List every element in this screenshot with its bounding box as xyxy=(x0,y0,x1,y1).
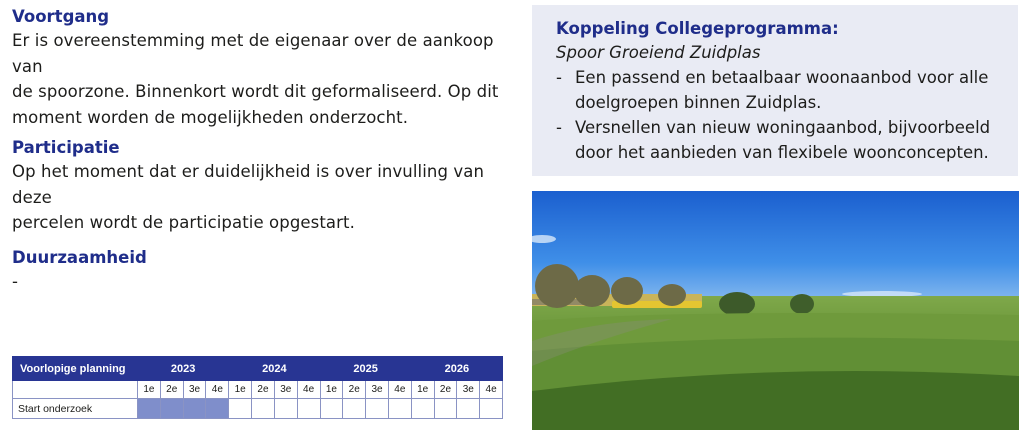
timeline-cell xyxy=(388,399,411,419)
year-header: 2024 xyxy=(229,357,320,381)
timeline-cell xyxy=(138,399,161,419)
planning-table xyxy=(12,356,503,419)
box-heading: Koppeling Collegeprogramma: xyxy=(556,19,839,38)
voortgang-line: Er is overeenstemming met de eigenaar over de aankoop van xyxy=(12,31,494,76)
quarter-cell: 2e xyxy=(160,381,183,399)
box-subtitle: Spoor Groeiend Zuidplas xyxy=(556,43,761,62)
timeline-cell xyxy=(366,399,389,419)
collegeprogramma-box xyxy=(532,5,1018,176)
timeline-cell xyxy=(274,399,297,419)
quarter-cell: 4e xyxy=(297,381,320,399)
timeline-cell xyxy=(320,399,343,419)
box-bullet xyxy=(556,115,994,165)
timeline-cell xyxy=(434,399,457,419)
landscape-photo xyxy=(532,191,1019,430)
box-bullet xyxy=(556,65,994,115)
quarter-cell: 2e xyxy=(252,381,275,399)
left-column xyxy=(12,6,507,294)
heading-duurzaamheid: Duurzaamheid xyxy=(12,247,147,267)
voortgang-text xyxy=(12,28,507,130)
voortgang-line: moment worden de mogelijkheden onderzocht. xyxy=(12,107,409,127)
timeline-cell xyxy=(457,399,480,419)
year-header: 2026 xyxy=(411,357,502,381)
quarter-row-spacer xyxy=(13,381,138,399)
timeline-cell xyxy=(229,399,252,419)
planning-label: Voorlopige planning xyxy=(13,357,138,381)
quarter-cell: 1e xyxy=(138,381,161,399)
quarter-cell: 1e xyxy=(229,381,252,399)
quarter-row xyxy=(13,381,503,399)
quarter-cell: 4e xyxy=(206,381,229,399)
bullet-line: Een passend en betaalbaar woonaanbod voor alle xyxy=(575,68,989,87)
quarter-cell: 3e xyxy=(274,381,297,399)
box-bullet-list xyxy=(556,65,994,165)
bullet-dash: - xyxy=(556,68,562,87)
planning-header-row xyxy=(13,357,503,381)
bullet-dash: - xyxy=(556,118,562,137)
bullet-line: doelgroepen binnen Zuidplas. xyxy=(575,93,822,112)
year-header: 2023 xyxy=(138,357,229,381)
timeline-cell xyxy=(160,399,183,419)
quarter-cell: 3e xyxy=(183,381,206,399)
quarter-cell: 1e xyxy=(411,381,434,399)
timeline-cell xyxy=(411,399,434,419)
timeline-cell xyxy=(297,399,320,419)
quarter-cell: 1e xyxy=(320,381,343,399)
heading-participatie: Participatie xyxy=(12,138,120,157)
heading-voortgang: Voortgang xyxy=(12,7,110,26)
quarter-cell: 2e xyxy=(434,381,457,399)
timeline-cell xyxy=(480,399,503,419)
timeline-cell xyxy=(183,399,206,419)
quarter-cell: 3e xyxy=(457,381,480,399)
quarter-cell: 4e xyxy=(480,381,503,399)
voortgang-line: de spoorzone. Binnenkort wordt dit geformaliseerd. Op dit xyxy=(12,82,499,101)
timeline-cell xyxy=(252,399,275,419)
participatie-line: percelen wordt de participatie opgestart. xyxy=(12,213,355,232)
bullet-line: Versnellen van nieuw woningaanbod, bijvoorbeeld xyxy=(575,118,991,137)
duurzaamheid-text: - xyxy=(12,271,19,291)
timeline-cell xyxy=(206,399,229,419)
quarter-cell: 2e xyxy=(343,381,366,399)
row-label: Start onderzoek xyxy=(13,399,138,419)
planning-row-start-onderzoek xyxy=(13,399,503,419)
timeline-cell xyxy=(343,399,366,419)
participatie-text xyxy=(12,159,507,236)
quarter-cell: 4e xyxy=(388,381,411,399)
year-header: 2025 xyxy=(320,357,411,381)
participatie-line: Op het moment dat er duidelijkheid is over invulling van deze xyxy=(12,162,485,207)
quarter-cell: 3e xyxy=(366,381,389,399)
bullet-line: door het aanbieden van flexibele woonconcepten. xyxy=(575,143,989,162)
